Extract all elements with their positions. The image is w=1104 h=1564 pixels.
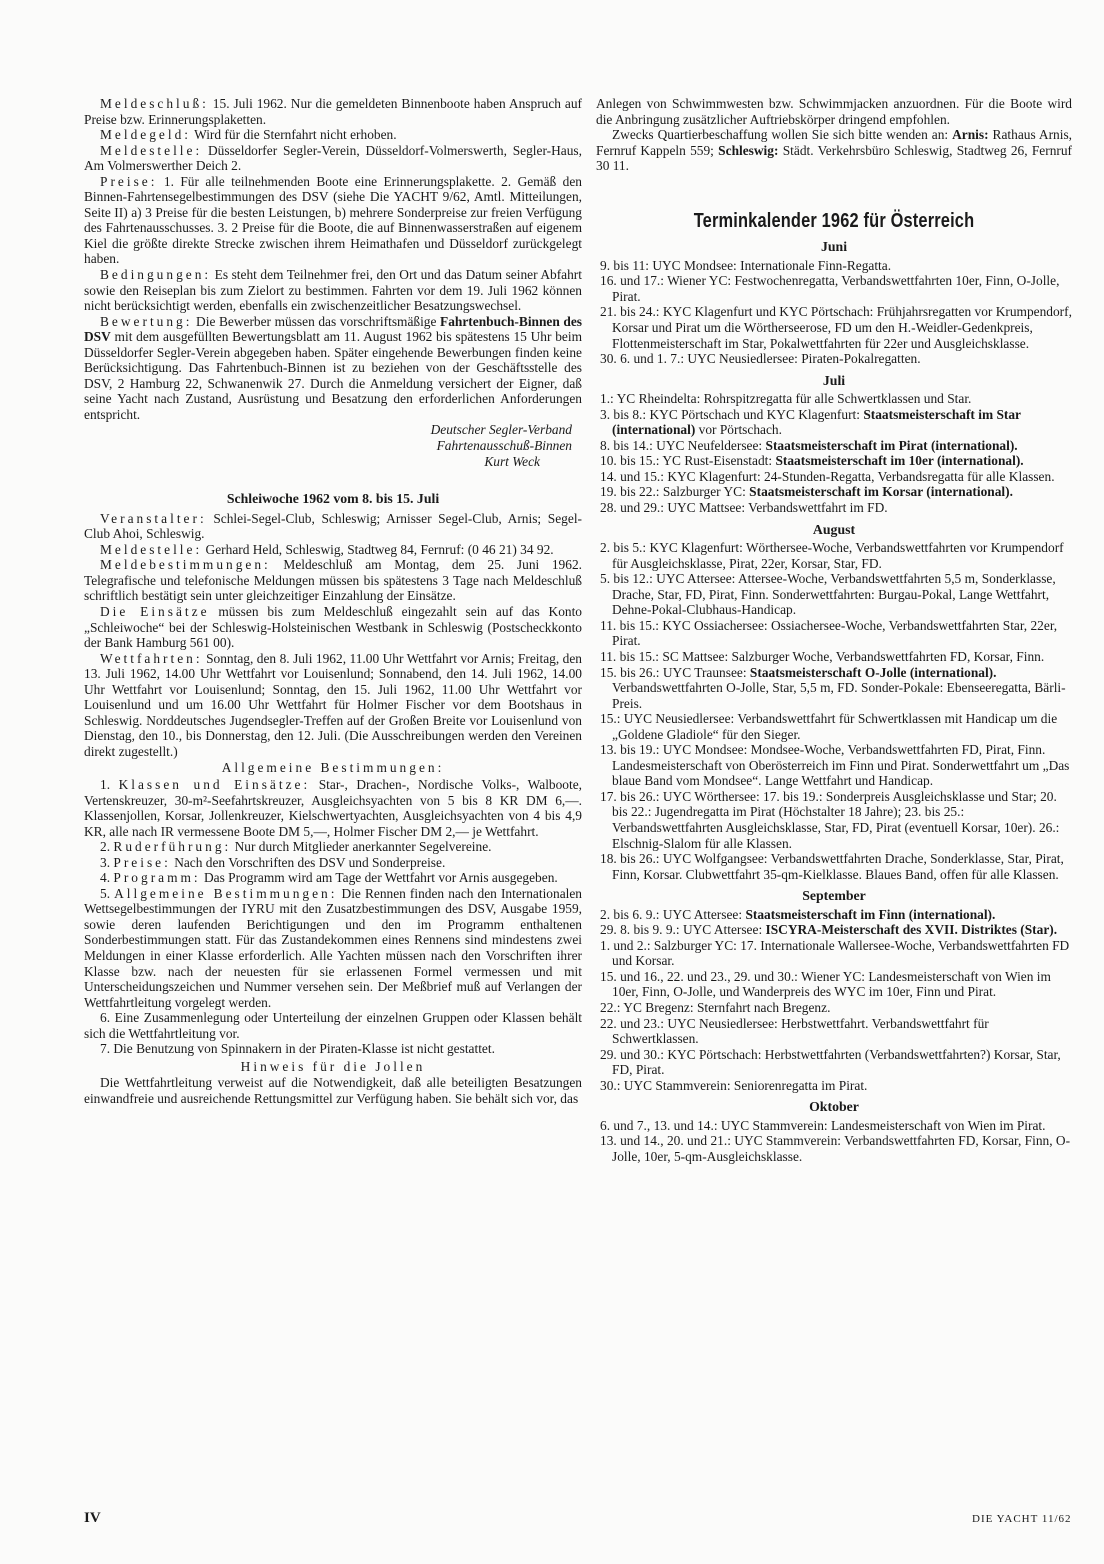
calendar-entry [596, 273, 1072, 304]
entry-text: 11. bis 15.: SC Mattsee: Salzburger Woche, Verbandswettfahrten FD, Korsar, Finn. [600, 648, 1045, 664]
signature-line: Fahrtenausschuß-Binnen [436, 438, 572, 454]
right-column [596, 96, 1072, 1164]
schleiwoche-section [84, 511, 582, 760]
paragraph-text: Es steht dem Teilnehmer frei, den Ort und das Datum seiner Abfahrt sowie den Reiseplan bis zum Zielort zu bestimmen. Fahrten vor dem 19. Juli 1962 können nicht berücksichtigt werden, ebenfalls ein zwischenzeitlicher Besatzungswechsel. [84, 267, 582, 314]
item-text: Nach den Vorschriften des DSV und Sonderpreise. [170, 854, 446, 870]
month-heading: Juli [822, 372, 846, 388]
paragraph-lead: Meldegeld: [100, 127, 191, 143]
item-lead: Programm: [113, 870, 201, 886]
paragraph [84, 267, 582, 314]
calendar-entry [596, 649, 1072, 665]
entry-bold: Staatsmeisterschaft im Finn (international). [745, 906, 996, 922]
entry-text: 30.: UYC Stammverein: Seniorenregatta im Pirat. [600, 1077, 868, 1093]
month-heading: September [802, 888, 866, 904]
calendar-entry [596, 789, 1072, 851]
bestimmung-item [84, 1010, 582, 1041]
calendar-entry [596, 571, 1072, 618]
paragraph-lead: Preise: [100, 173, 158, 189]
signature-line: Kurt Weck [484, 453, 540, 469]
entry-text: 22.: YC Bregenz: Sternfahrt nach Bregenz. [600, 999, 831, 1015]
bewertung-paragraph: Bewertung: Die Bewerber müssen das vorschriftsmäßige Fahrtenbuch-Binnen des DSV mit dem ausgefüllten Bewertungsblatt am 11. August 1962 bis spätestens 15 Uhr beim Düsseldorfer Segler-Verein abgegeben haben. Später eingehende Bewerbungen finden keine Berücksichtigung. Das Fahrtenbuch-Binnen ist zu beziehen von der Geschäftsstelle des DSV, 2 Hamburg 22, Schwanenwik 27. Durch die Anmeldung versichert der Eigner, daß seine Yacht nach Zustand, Ausrüstung und Besatzung den erforderlichen Anforderungen entspricht. [84, 313, 583, 422]
item-lead: Ruderführung: [113, 839, 232, 855]
calendar-entry [596, 922, 1072, 938]
item-lead: Allgemeine Bestimmungen: [114, 885, 338, 901]
paragraph-text: Schlei-Segel-Club, Schleswig; Arnisser Segel-Club, Arnis; Segel-Club Ahoi, Schleswig. [84, 510, 582, 542]
entry-text: 1. und 2.: Salzburger YC: 17. Internationale Wallersee-Woche, Verbandswettfahrten FD und Korsar. [600, 937, 1070, 969]
paragraph [84, 127, 582, 143]
entry-text: 29. 8. bis 9. 9.: UYC Attersee: [600, 922, 766, 938]
item-text: Das Programm wird am Tage der Wettfahrt vor Arnis ausgegeben. [200, 870, 558, 886]
paragraph-text: Meldeschluß am Montag, dem 25. Juni 1962. Telegrafische und telefonische Meldungen müssen bis spätestens 3 Tage nach Meldeschluß schriftlich bestätigt sein unter gleichzeitiger Einzahlung der Einsätze. [84, 557, 582, 604]
entry-text: 13. und 14., 20. und 21.: UYC Stammverein: Verbandswettfahrten FD, Korsar, Finn, O-Jolle, 10er, 5-qm-Ausgleichsklasse. [600, 1133, 1071, 1164]
item-text: Die Rennen finden nach den Internationalen Wettsegelbestimmungen der IYRU mit den Zusatzbestimmungen des DSV, Ausgabe 1959, sowie deren laufenden Berichtigungen und den im Programm enthaltenen Sonderbestimmungen statt. Für das Zustandekommen eines Rennens sind mindestens zwei Meldungen in einer Klasse erforderlich. Alle Yachten müssen nach den Vorschriften ihrer Klasse bzw. nach der neuesten für sie erlassenen Formel vermessen und mit Unterscheidungszeichen und Nummer versehen sein. Der Meßbrief muß auf Verlangen der Wettfahrtleitung vorgelegt werden. [84, 885, 582, 1010]
entry-text: 19. bis 22.: Salzburger YC: [600, 484, 750, 500]
paragraph-text: Gerhard Held, Schleswig, Stadtweg 84, Fernruf: (0 46 21) 34 92. [202, 541, 554, 557]
entry-text: 2. bis 6. 9.: UYC Attersee: [600, 906, 746, 922]
item-lead: Preise: [113, 854, 171, 870]
entry-bold: Staatsmeisterschaft im Star (international) [612, 406, 1021, 438]
entry-text: 2. bis 5.: KYC Klagenfurt: Wörthersee-Woche, Verbandswettfahrten vor Krumpendorf für Ausgleichsklasse, Pirat, 22er, Korsar, Star, FD. [600, 540, 1064, 571]
signature-line: Deutscher Segler-Verband [430, 422, 572, 438]
item-text: Die Benutzung von Spinnakern in der Piraten-Klasse ist nicht gestattet. [113, 1041, 495, 1057]
calendar-entry [596, 258, 1072, 274]
paragraph [84, 651, 582, 760]
left-column [84, 96, 582, 1106]
calendar-entry [596, 304, 1072, 351]
paragraph-lead: Meldebestimmungen: [100, 557, 271, 573]
item-number: 5. [100, 885, 115, 901]
entry-text: 9. bis 11: UYC Mondsee: Internationale Finn-Regatta. [600, 257, 892, 273]
calendar-entry [596, 1016, 1072, 1047]
entry-text: Verbandswettfahrten O-Jolle, Star, 5,5 m, FD. Sonder-Pokale: Ebenseeregatta, Bärli-Preis. [612, 680, 1066, 711]
calendar-entry [596, 1118, 1072, 1134]
item-text: Nur durch Mitglieder anerkannter Segelvereine. [231, 839, 492, 855]
entry-text: 5. bis 12.: UYC Attersee: Attersee-Woche, Verbandswettfahrten 5,5 m, Sonderklasse, Drache, Star, FD, Pirat, Finn. Sonderwettfahrten: Burgau-Pokal, Lange Wettfahrt, Dehne-Pokal-Clubhaus-Handicap. [600, 571, 1056, 618]
paragraph-lead: Meldestelle: [100, 541, 203, 557]
entry-text: 11. bis 15.: KYC Ossiachersee: Ossiachersee-Woche, Verbandswettfahrten Star, 22er, Pirat. [600, 617, 1058, 649]
entry-text: vor Pörtschach. [695, 422, 782, 438]
entry-text: 15. und 16., 22. und 23., 29. und 30.: Wiener YC: Landesmeisterschaft von Wien im 10er, Finn, O-Jolle, und Wanderpreis des WYC im 10er, Finn und Pirat. [600, 968, 1051, 1000]
entry-bold: Staatsmeisterschaft im 10er (international). [775, 453, 1024, 469]
hinweis-paragraph: Die Wettfahrtleitung verweist auf die Notwendigkeit, daß alle beteiligten Besatzungen einwandfreie und ausreichende Rettungsmittel zur Verfügung haben. Sie behält sich vor, das [84, 1075, 582, 1106]
calendar-entry [596, 1078, 1072, 1094]
schleiwoche-heading: Schleiwoche 1962 vom 8. bis 15. Juli [226, 491, 440, 507]
item-number: 6. [100, 1010, 115, 1026]
paragraph-text: Düsseldorfer Segler-Verein, Düsseldorf-Volmerswerth, Segler-Haus, Am Volmerswerther Deich 2. [84, 142, 582, 174]
signature-block [84, 422, 582, 469]
bestimmung-item [84, 855, 582, 871]
entry-text: 21. bis 24.: KYC Klagenfurt und KYC Pörtschach: Frühjahrsregatten vor Krumpendorf, Korsar und Pirat um die Wörtherseerose, FD um den H.-Weidler-Gedenkpreis, Flottenmeisterschaft im Star, Pokalwettfahrten für 22er und Ausgleichsklasse. [600, 304, 1072, 351]
entry-text: 28. und 29.: UYC Mattsee: Verbandswettfahrt im FD. [600, 500, 888, 516]
entry-text: 15.: UYC Neusiedlersee: Verbandswettfahrt für Schwertklassen mit Handicap um die „Goldene Gladiole“ für den Sieger. [600, 711, 1058, 742]
paragraph [84, 604, 582, 651]
entry-text: 14. und 15.: KYC Klagenfurt: 24-Stunden-Regatta, Verbandsregatta für alle Klassen. [600, 468, 1055, 484]
calendar-entry [596, 742, 1072, 789]
calendar-entry [596, 711, 1072, 742]
item-text: Star-, Drachen-, Nordische Volks-, Walboote, Vertenskreuzer, 30-m²-Seefahrtskreuzer, Ausgleichsyachten von 5 bis 8 KR DM 6,—. Klassenjollen, Korsar, Jollenkreuzer, Kielschwertyachten, Ausgleichsyachten von 4 bis 4,9 KR, alle nach IR vermessene Boote DM 5,—, Holmer Fischer DM 2,— je Wettfahrt. [84, 776, 583, 839]
paragraph-text: 1. Für alle teilnehmenden Boote eine Erinnerungsplakette. 2. Gemäß den Binnen-Fahrtensegelbestimmungen des DSV (siehe Die YACHT 9/62, Amtl. Mitteilungen, Seite II) a) 3 Preise für die besten Leistungen, b) mehrere Sonderpreise zur freien Verfügung des Fahrtenausschusses. 3. 2 Preise für die Boote, die auf Binnenwasserstraßen auf eigenem Kiel die größte direkte Strecke zwischen ihrem Heimathafen und Düsseldorf zurückgelegt haben. [84, 173, 582, 267]
calendar-entry [596, 851, 1072, 882]
entry-text: 13. bis 19.: UYC Mondsee: Mondsee-Woche, Verbandswettfahrten FD, Pirat, Finn. Landesmeisterschaft von Oberösterreich im Finn und Pirat. Sonderwettfahrt um „Das blaue Band vom Mondsee“. Lange Wettfahrt und Handicap. [600, 742, 1070, 789]
calendar-entry [596, 969, 1072, 1000]
entry-text: 6. und 7., 13. und 14.: UYC Stammverein: Landesmeisterschaft von Wien im Pirat. [600, 1117, 1046, 1133]
paragraph-lead: Meldeschluß: [100, 96, 209, 111]
month-heading: Juni [820, 239, 848, 255]
hinweis-heading: Hinweis für die Jollen [240, 1058, 426, 1074]
entry-text: 10. bis 15.: YC Rust-Eisenstadt: [600, 453, 776, 469]
paragraph [84, 557, 582, 604]
paragraph-lead: Meldestelle: [100, 142, 203, 158]
item-number: 2. [100, 839, 114, 855]
bestimmung-item [84, 870, 582, 886]
calendar-entry [596, 453, 1072, 469]
item-number: 3. [100, 854, 114, 870]
entry-text: 1.: YC Rheindelta: Rohrspitzregatta für alle Schwertklassen und Star. [600, 391, 972, 407]
month-heading: Oktober [809, 1099, 859, 1115]
bestimmung-item [84, 839, 582, 855]
bestimmung-item [84, 777, 582, 839]
calendar-entry [596, 618, 1072, 649]
paragraph-lead: Wettfahrten: [100, 650, 203, 666]
bewertung-lead: Bewertung: [100, 313, 193, 329]
page-number: IV [84, 1510, 101, 1526]
item-number: 1. [100, 776, 119, 792]
terminkalender-months [596, 239, 1072, 1164]
paragraph-lead: Die Einsätze [100, 603, 210, 619]
paragraph [84, 511, 582, 542]
calendar-entry [596, 540, 1072, 571]
calendar-entry [596, 469, 1072, 485]
entry-bold: Staatsmeisterschaft im Korsar (international). [749, 484, 1013, 500]
calendar-entry [596, 1000, 1072, 1016]
entry-text: 18. bis 26.: UYC Wolfgangsee: Verbandswettfahrten Drache, Sonderklasse, Star, Pirat, Finn, Korsar. Clubwettfahrt 35-qm-Kielklasse. Blaues Band, offen für alle Klassen. [600, 851, 1064, 882]
entry-text: 17. bis 26.: UYC Wörthersee: 17. bis 19.: Sonderpreis Ausgleichsklasse und Star; 20. bis 22.: Jugendregatta im Pirat (Höchstalter 18 Jahre); 23. bis 25.: Verbandswettfahrten Ausgleichsklasse, Star, FD, Pirat (eventuell Korsar, 10er). 26.: Elschnig-Slalom für alle Klassen. [600, 788, 1060, 851]
terminkalender-title: Terminkalender 1962 für Österreich [693, 209, 975, 232]
calendar-entry [596, 907, 1072, 923]
calendar-entry [596, 665, 1072, 712]
meldung-section [84, 96, 582, 314]
item-number: 7. [100, 1041, 114, 1057]
entry-text: 15. bis 26.: UYC Traunsee: [600, 664, 750, 680]
item-lead: Klassen und Einsätze: [118, 776, 311, 792]
entry-text: 3. bis 8.: KYC Pörtschach und KYC Klagenfurt: [600, 406, 864, 422]
item-text: Eine Zusammenlegung oder Unterteilung der einzelnen Gruppen oder Klassen behält sich die Wettfahrtleitung vor. [84, 1010, 583, 1041]
calendar-entry [596, 1133, 1072, 1164]
bestimmung-item [84, 886, 582, 1010]
entry-text: 16. und 17.: Wiener YC: Festwochenregatta, Verbandswettfahrten 10er, Finn, O-Jolle, Pirat. [600, 273, 1060, 304]
calendar-entry [596, 351, 1072, 367]
calendar-entry [596, 407, 1072, 438]
entry-text: 30. 6. und 1. 7.: UYC Neusiedlersee: Piraten-Pokalregatten. [600, 351, 921, 367]
calendar-entry [596, 438, 1072, 454]
paragraph-lead: Bedingungen: [100, 267, 212, 283]
paragraph-text: 15. Juli 1962. Nur die gemeldeten Binnenboote haben Anspruch auf Preise bzw. Erinnerungsplaketten. [84, 96, 582, 127]
paragraph [84, 96, 582, 127]
entry-text: 8. bis 14.: UYC Neufeldersee: [600, 437, 766, 453]
allgemeine-bestimmungen-list [84, 777, 582, 1057]
quartier-paragraph: Zwecks Quartierbeschaffung wollen Sie sich bitte wenden an: Arnis: Rathaus Arnis, Fernruf Kappeln 559; Schleswig: Städt. Verkehrsbüro Schleswig, Stadtweg 26, Fernruf 30 11. [596, 127, 1073, 174]
intro-paragraph: Anlegen von Schwimmwesten bzw. Schwimmjacken anzuordnen. Für die Boote wird die Anbringung zusätzlicher Auftriebskörper dringend empfohlen. [596, 96, 1072, 127]
paragraph-text: Wird für die Sternfahrt nicht erhoben. [190, 127, 397, 143]
paragraph-text: Sonntag, den 8. Juli 1962, 11.00 Uhr Wettfahrt vor Arnis; Freitag, den 13. Juli 1962, 14.00 Uhr Wettfahrt vor Louisenlund; Sonnabend, den 14. Juli 1962, 14.00 Uhr Wettfahrt vor Louisenlund; Sonntag, den 15. Juli 1962, 11.00 Uhr Wettfahrt vor Louisenlund und um 16.00 Uhr Wettfahrt für Holmer Fischer vor dem Bootshaus in Schleswig. Norddeutsches Jugendsegler-Treffen auf der Großen Breite vor Louisenlund von Dienstag, den 10., bis Donnerstag, den 12. Juli. (Die Ausschreibungen werden den Vereinen direkt zugestellt.) [84, 650, 582, 759]
month-heading: August [812, 521, 856, 537]
paragraph [84, 143, 582, 174]
item-number: 4. [100, 870, 114, 886]
entry-bold: Staatsmeisterschaft O-Jolle (international). [749, 664, 997, 680]
entry-bold: ISCYRA-Meisterschaft des XVII. Distriktes (Star). [765, 922, 1058, 938]
calendar-entry [596, 391, 1072, 407]
entry-bold: Staatsmeisterschaft im Pirat (international). [765, 437, 1018, 453]
entry-text: 22. und 23.: UYC Neusiedlersee: Herbstwettfahrt. Verbandswettfahrt für Schwertklassen. [600, 1015, 989, 1047]
calendar-entry [596, 500, 1072, 516]
calendar-entry [596, 484, 1072, 500]
calendar-entry [596, 938, 1072, 969]
publication-label: DIE YACHT 11/62 [972, 1513, 1072, 1525]
paragraph [84, 174, 582, 267]
paragraph-lead: Veranstalter: [100, 510, 207, 526]
entry-text: 29. und 30.: KYC Pörtschach: Herbstwettfahrten (Verbandswettfahrten?) Korsar, Star, FD, Pirat. [600, 1046, 1061, 1078]
bestimmung-item [84, 1041, 582, 1057]
fahrtenbuch-bold: Fahrtenbuch-Binnen des DSV [84, 313, 583, 345]
paragraph-text: müssen bis zum Meldeschluß eingezahlt sein auf das Konto „Schleiwoche“ bei der Schleswig-Holsteinischen Westbank in Schleswig (Postscheckkonto der Bank Hamburg 561 00). [84, 603, 583, 651]
allgemeine-bestimmungen-heading: Allgemeine Bestimmungen: [221, 760, 445, 776]
paragraph [84, 542, 582, 558]
calendar-entry [596, 1047, 1072, 1078]
